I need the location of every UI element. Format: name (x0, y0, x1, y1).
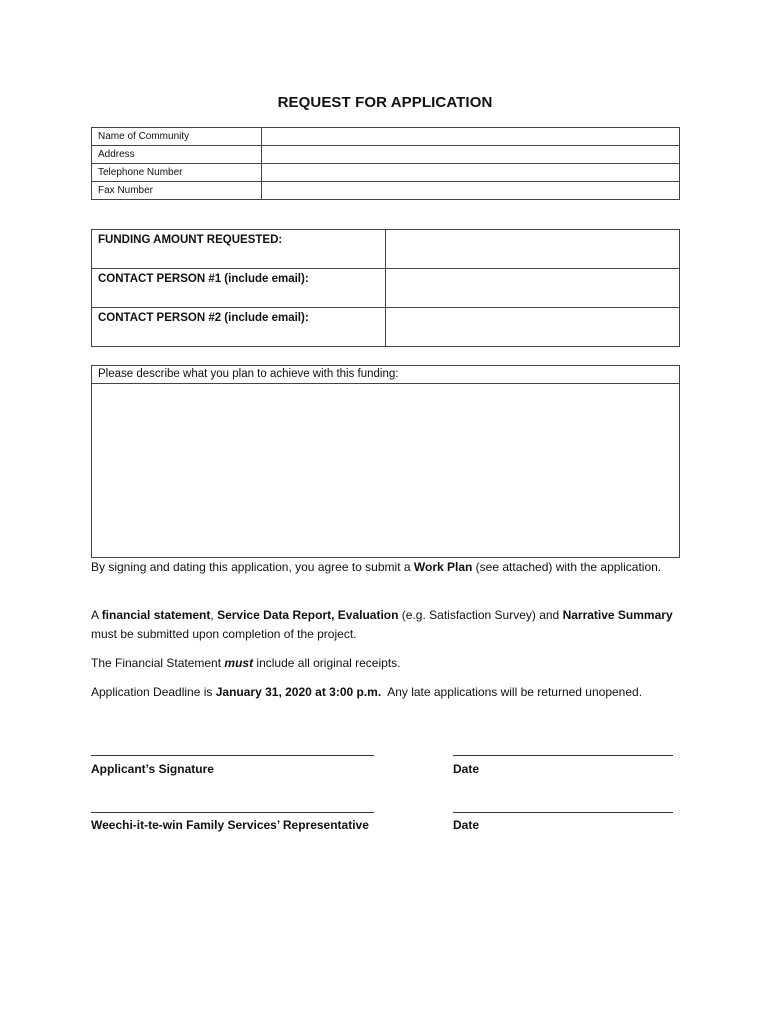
paragraph-text: Any late applications will be returned unopened. (381, 685, 643, 699)
page-title: REQUEST FOR APPLICATION (277, 94, 493, 111)
table-row (92, 128, 680, 146)
financial-statement-emphasis: financial statement (101, 608, 211, 622)
table-row (92, 269, 680, 308)
narrative-summary-emphasis: Narrative Summary (562, 608, 673, 622)
community-info-table (91, 127, 680, 200)
paragraph-text: (see attached) with the application. (472, 560, 662, 574)
funding-amount-label: FUNDING AMOUNT REQUESTED: (92, 230, 386, 269)
telephone-label: Telephone Number (92, 164, 262, 182)
address-field[interactable] (262, 146, 680, 164)
contact-person-1-label: CONTACT PERSON #1 (include email): (92, 269, 386, 308)
contact-person-2-field[interactable] (386, 308, 680, 347)
representative-signature-line[interactable] (91, 812, 374, 813)
description-table (91, 365, 680, 558)
paragraph-text: Application Deadline is (91, 685, 216, 699)
telephone-field[interactable] (262, 164, 680, 182)
paragraph-text: must be submitted upon completion of the project. (91, 627, 357, 641)
fax-label: Fax Number (92, 182, 262, 200)
community-name-label: Name of Community (92, 128, 262, 146)
applicant-date-label: Date (453, 762, 480, 776)
funding-contact-table (91, 229, 680, 347)
applicant-signature-label: Applicant’s Signature (91, 762, 214, 776)
contact-person-2-label: CONTACT PERSON #2 (include email): (92, 308, 386, 347)
paragraph-text: A (91, 608, 102, 622)
service-data-emphasis: Service Data Report, Evaluation (217, 608, 399, 622)
table-row (92, 384, 680, 558)
must-emphasis: must (224, 656, 254, 670)
table-row (92, 164, 680, 182)
requirements-paragraph (91, 606, 691, 644)
table-row (92, 308, 680, 347)
table-row (92, 230, 680, 269)
fax-field[interactable] (262, 182, 680, 200)
deadline-paragraph (91, 683, 711, 702)
description-prompt: Please describe what you plan to achieve with this funding: (92, 366, 680, 384)
representative-date-label: Date (453, 818, 480, 832)
community-name-field[interactable] (262, 128, 680, 146)
applicant-date-line[interactable] (453, 755, 673, 756)
work-plan-emphasis: Work Plan (413, 560, 473, 574)
representative-date-line[interactable] (453, 812, 673, 813)
description-field[interactable] (92, 384, 680, 558)
paragraph-text: By signing and dating this application, you agree to submit a (91, 560, 414, 574)
applicant-signature-line[interactable] (91, 755, 374, 756)
work-plan-paragraph (91, 558, 691, 577)
contact-person-1-field[interactable] (386, 269, 680, 308)
representative-signature-label: Weechi-it-te-win Family Services’ Representative (91, 818, 369, 832)
table-row (92, 366, 680, 384)
paragraph-text: , (210, 608, 218, 622)
paragraph-text: The Financial Statement (91, 656, 225, 670)
receipts-paragraph (91, 654, 691, 673)
table-row (92, 182, 680, 200)
deadline-date: January 31, 2020 at 3:00 p.m. (215, 685, 382, 699)
paragraph-text: include all original receipts. (253, 656, 401, 670)
table-row (92, 146, 680, 164)
address-label: Address (92, 146, 262, 164)
paragraph-text: (e.g. Satisfaction Survey) and (398, 608, 563, 622)
funding-amount-field[interactable] (386, 230, 680, 269)
